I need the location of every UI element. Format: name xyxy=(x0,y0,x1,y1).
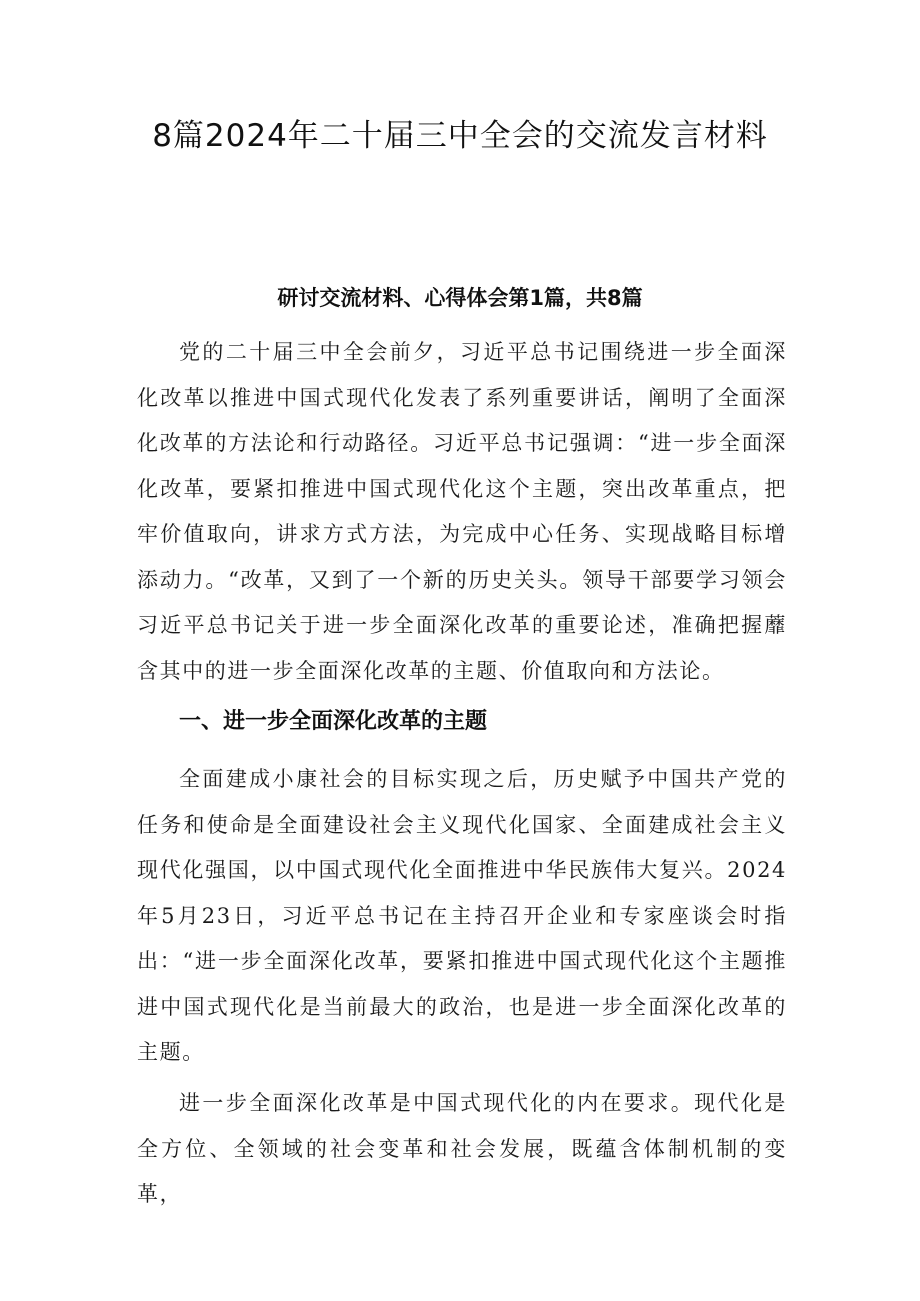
body-paragraph-2: 全面建成小康社会的目标实现之后，历史赋予中国共产党的任务和使命是全面建设社会主义现代化国家、全面建成社会主义现代化强国，以中国式现代化全面推进中华民族伟大复兴。2024年5月23日，习近平总书记在主持召开企业和专家座谈会时指出：“进一步全面深化改革，要紧扣推进中国式现代化这个主题推进中国式现代化是当前最大的政治，也是进一步全面深化改革的主题。 xyxy=(137,767,787,1064)
document-title: 8篇2024年二十届三中全会的交流发言材料 xyxy=(152,118,768,154)
body-paragraph-3: 进一步全面深化改革是中国式现代化的内在要求。现代化是全方位、全领域的社会变革和社会发展，既蕴含体制机制的变革， xyxy=(137,1091,787,1206)
body-paragraph-1: 党的二十届三中全会前夕，习近平总书记围绕进一步全面深化改革以推进中国式现代化发表了系列重要讲话，阐明了全面深化改革的方法论和行动路径。习近平总书记强调：“进一步全面深化改革，要紧扣推进中国式现代化这个主题，突出改革重点，把牢价值取向，讲求方式方法，为完成中心任务、实现战略目标增添动力。“改革，又到了一个新的历史关头。领导干部要学习领会习近平总书记关于进一步全面深化改革的重要论述，准确把握蘼含其中的进一步全面深化改革的主题、价值取向和方法论。 xyxy=(137,340,787,683)
section-heading-1: 一、进一步全面深化改革的主题 xyxy=(179,709,488,734)
document-subtitle: 研讨交流材料、心得体会第1篇，共8篇 xyxy=(277,286,643,310)
